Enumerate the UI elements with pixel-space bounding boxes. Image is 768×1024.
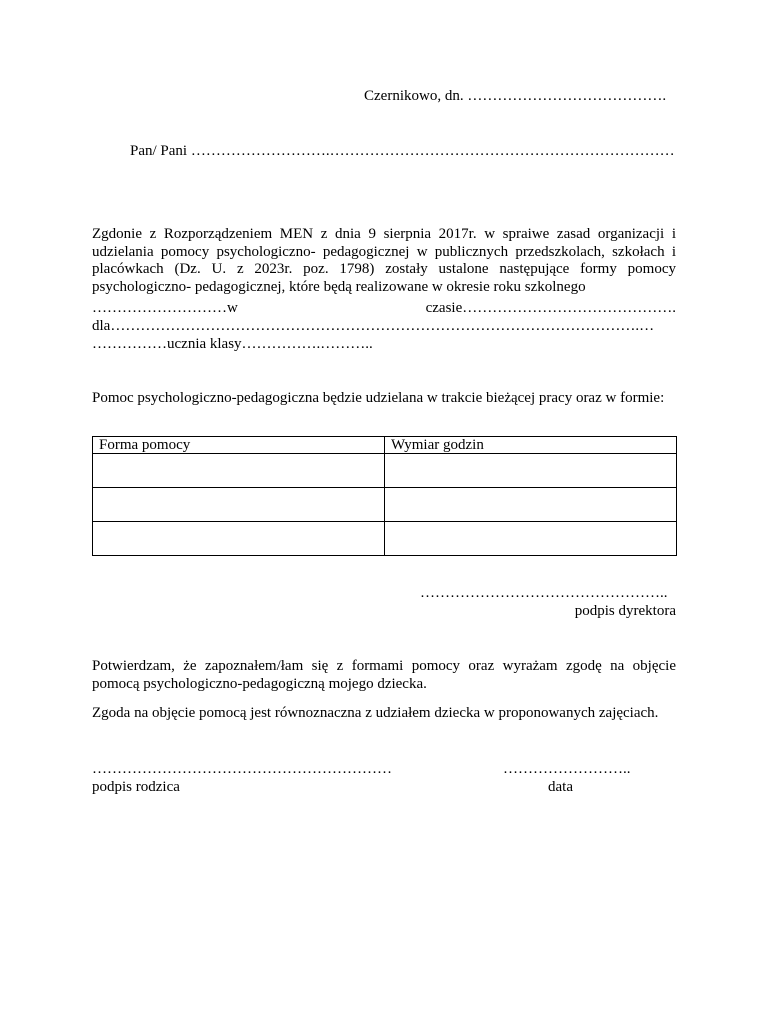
addressee-line: Pan/ Pani ……………………….…………………………………………………………… [130, 143, 675, 159]
parent-signature-label: podpis rodzica [92, 779, 180, 795]
time-dots: czasie……………………………………. [425, 300, 676, 316]
confirmation-paragraph: Potwierdzam, że zapoznałem/łam się z formami pomocy oraz wyrażam zgodę na objęcie pomocą psychologiczno-pedagogiczną mojego dziecka. [92, 658, 676, 692]
director-signature-label: podpis dyrektora [574, 603, 676, 619]
date-dots: …………………….. [503, 761, 631, 777]
table-cell [385, 488, 677, 522]
table-cell [93, 522, 385, 556]
help-intro-paragraph: Pomoc psychologiczno-pedagogiczna będzie udzielana w trakcie bieżącej pracy oraz w formie: [92, 390, 665, 406]
place-date: Czernikowo, dn. …………………………………. [364, 88, 667, 104]
consent-paragraph: Zgoda na objęcie pomocą jest równoznaczna z udziałem dziecka w proponowanych zajęciach. [92, 705, 659, 721]
intro-paragraph: Zgdonie z Rozporządzeniem MEN z dnia 9 sierpnia 2017r. w spraiwe zasad organizacji i udzielania pomocy psychologiczno- pedagogicznej w publicznych przedszkolach, szkołach i placówkach (Dz. U. z 2023r. poz. 1798) zostały ustalone następujące formy pomocy psychologiczno- pedagogicznej, które będą realizowane w okresie roku szkolnego [92, 226, 676, 295]
table-cell [385, 522, 677, 556]
help-form-table [92, 436, 677, 556]
header-hours: Wymiar godzin [385, 437, 677, 454]
table-cell [93, 454, 385, 488]
table-cell [93, 488, 385, 522]
intro-line-school-year [92, 300, 676, 317]
table-row [93, 454, 677, 488]
table-row [93, 522, 677, 556]
intro-line-for: dla…………………………………………………………………………………………….… [92, 318, 655, 334]
date-label: data [548, 779, 573, 795]
intro-line-class: ……………ucznia klasy…………….……….. [92, 336, 373, 352]
table-header-row [93, 437, 677, 454]
table-cell [385, 454, 677, 488]
school-year-dots: ………………………w [92, 300, 238, 316]
header-help-form: Forma pomocy [93, 437, 385, 454]
parent-signature-dots: …………………………………………………… [92, 761, 392, 777]
table-row [93, 488, 677, 522]
director-signature-dots: ………………………………………….. [420, 585, 668, 601]
